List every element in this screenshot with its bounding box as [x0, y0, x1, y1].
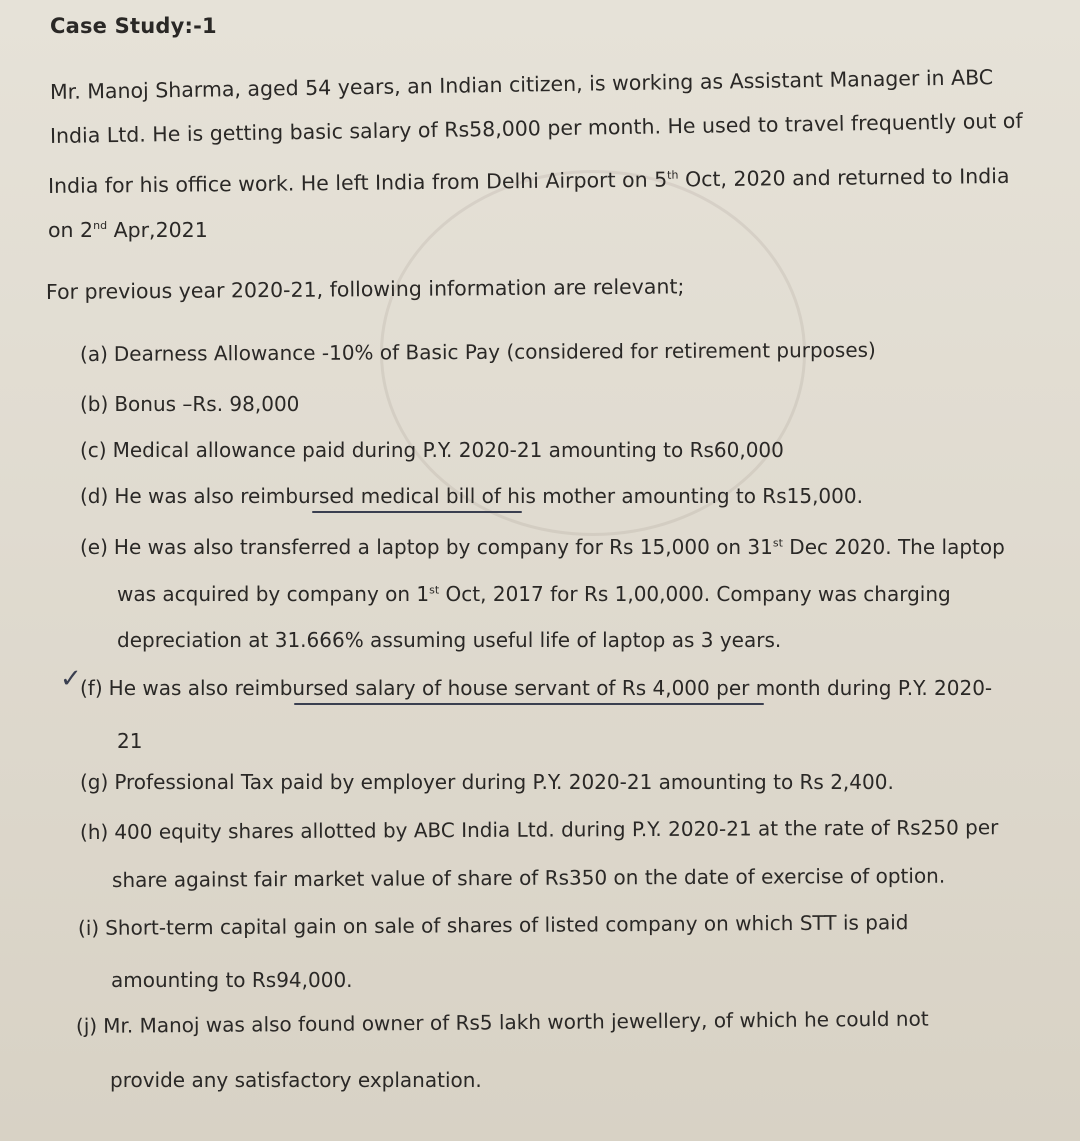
item-label: (i) — [77, 915, 100, 940]
list-item-e: (e) He was also transferred a laptop by company for Rs 15,000 on 31st Dec 2020. The laptop — [80, 535, 1005, 559]
item-label: (c) — [80, 438, 107, 462]
item-text: He was also reimbursed medical bill of his mother amounting to Rs15,000. — [114, 484, 863, 508]
list-item-j-line-2: provide any satisfactory explanation. — [110, 1068, 482, 1092]
intro-line-2: India Ltd. He is getting basic salary of Rs58,000 per month. He used to travel frequently out of — [49, 108, 1023, 148]
list-item-e-line-3: depreciation at 31.666% assuming useful life of laptop as 3 years. — [117, 628, 782, 652]
item-text: 400 equity shares allotted by ABC India Ltd. during P.Y. 2020-21 at the rate of Rs250 per — [114, 815, 999, 844]
list-item-a — [79, 337, 876, 366]
case-study-title: Case Study:-1 — [50, 14, 217, 38]
list-item-b — [80, 394, 299, 414]
item-text: Medical allowance paid during P.Y. 2020-21 amounting to Rs60,000 — [112, 438, 784, 462]
list-item-i-line-2: amounting to Rs94,000. — [111, 968, 353, 992]
list-item-i — [78, 912, 909, 938]
list-item-c — [80, 440, 784, 460]
item-text: He was also reimbursed salary of house servant of Rs 4,000 per month during P.Y. 2020- — [108, 676, 993, 700]
pen-underline-d — [312, 511, 522, 513]
lead-sentence: For previous year 2020-21, following information are relevant; — [45, 274, 685, 304]
intro-line-4: on 2nd Apr,2021 — [48, 218, 208, 242]
item-text: Professional Tax paid by employer during P.Y. 2020-21 amounting to Rs 2,400. — [114, 770, 894, 794]
item-label: (a) — [79, 341, 108, 366]
list-item-g — [80, 772, 894, 792]
item-label: (e) — [80, 535, 108, 559]
intro-line-3: India for his office work. He left India from Delhi Airport on 5th Oct, 2020 and returned to India — [47, 163, 1010, 198]
intro-line-1: Mr. Manoj Sharma, aged 54 years, an Indian citizen, is working as Assistant Manager in ABC — [49, 65, 994, 104]
pen-tick-icon: ✓ — [60, 664, 82, 694]
item-text: Mr. Manoj was also found owner of Rs5 lakh worth jewellery, of which he could not — [103, 1006, 929, 1038]
item-label: (g) — [80, 770, 109, 794]
item-text: Dearness Allowance -10% of Basic Pay (considered for retirement purposes) — [113, 337, 876, 366]
list-item-j — [75, 1006, 929, 1038]
item-label: (h) — [79, 819, 109, 844]
list-item-d — [80, 486, 863, 506]
list-item-e-line-2: was acquired by company on 1st Oct, 2017 for Rs 1,00,000. Company was charging — [117, 582, 951, 606]
item-text: Bonus –Rs. 98,000 — [114, 392, 300, 416]
list-item-h — [80, 817, 998, 842]
item-text: Short-term capital gain on sale of shares of listed company on which STT is paid — [105, 910, 909, 940]
pen-underline-f — [294, 703, 764, 705]
item-label: (f) — [80, 676, 103, 700]
list-item-h-line-2: share against fair market value of share of Rs350 on the date of exercise of option. — [111, 863, 946, 892]
item-label: (j) — [75, 1013, 98, 1038]
list-item-f-line-2: 21 — [117, 729, 143, 753]
list-item-f — [80, 678, 992, 698]
item-label: (b) — [80, 392, 109, 416]
item-label: (d) — [80, 484, 109, 508]
